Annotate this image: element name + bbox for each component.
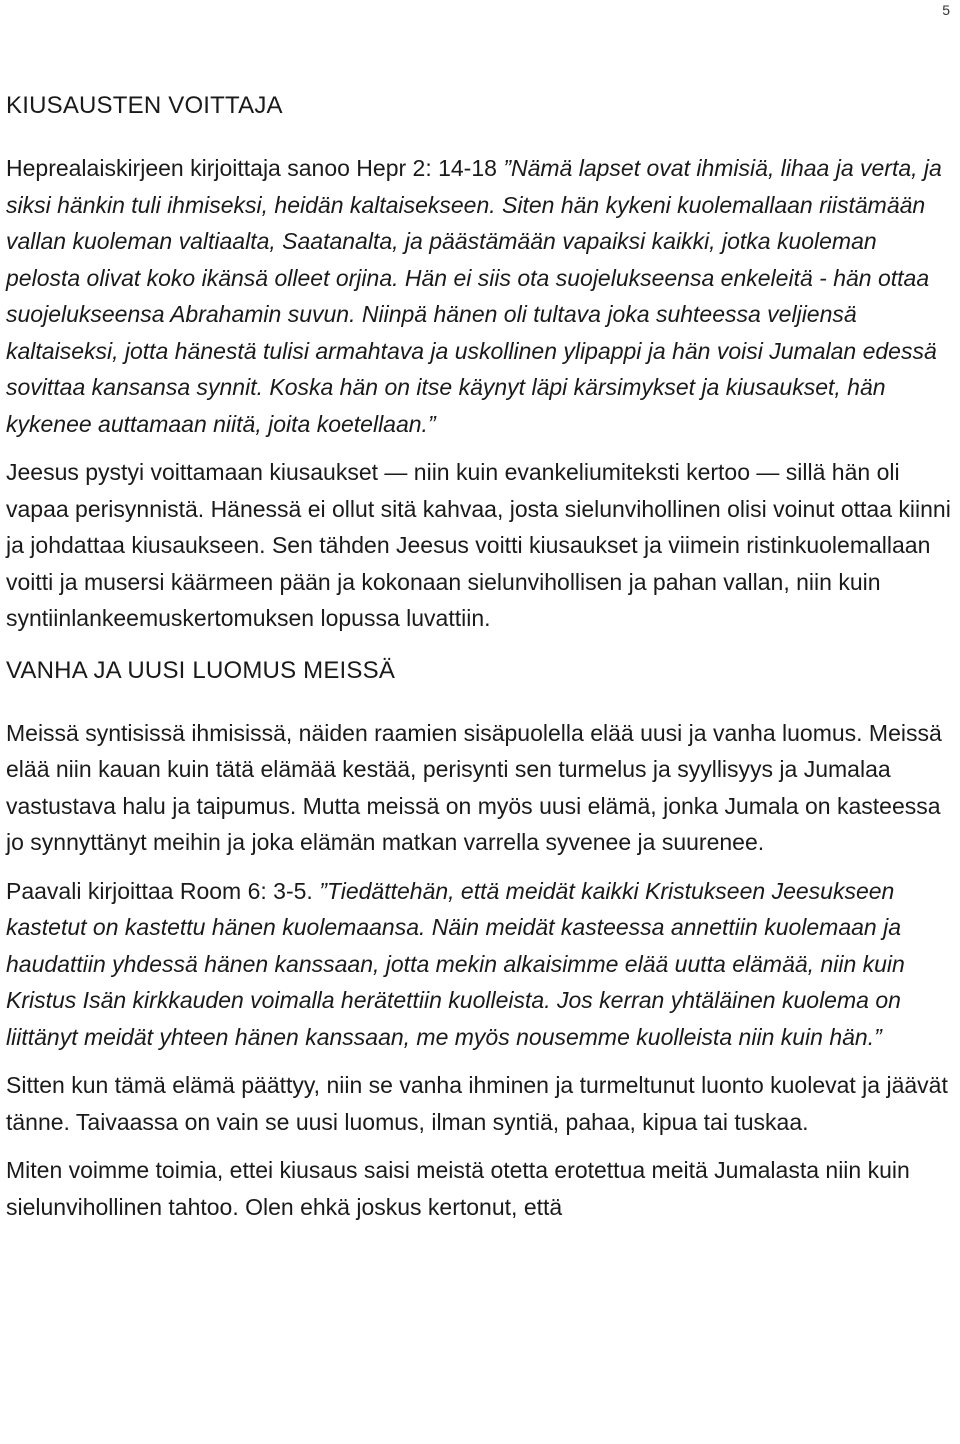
quote-close-mark: ” xyxy=(874,1023,882,1050)
section-heading-kiusausten-voittaja: KIUSAUSTEN VOITTAJA xyxy=(6,92,283,119)
paragraph-jeesus-voitti: Jeesus pystyi voittamaan kiusaukset — niin kuin evankeliumiteksti kertoo — sillä hän oli vapaa perisynnistä. Hänessä ei ollut sitä kahvaa, josta sielunvihollinen olisi voinut ottaa kiinni ja johdattaa kiusaukseen. Sen tähden Jeesus voitti kiusaukset ja viimein ristinkuolemallaan voitti ja musersi käärmeen pään ja kokonaan sielunvihollisen ja pahan vallan, niin kuin syntiinlankeemuskertomuksen lopussa luvattiin. xyxy=(6,459,951,631)
bible-quote: Nämä lapset ovat ihmisiä, lihaa ja verta, ja siksi hänkin tuli ihmiseksi, heidän kaltaisekseen. Siten hän kykeni kuolemallaan riistämään vallan kuoleman valtiaalta, Saatanalta, ja päästämään vapaiksi kaikki, jotka kuoleman pelosta olivat koko ikänsä olleet orjina. Hän ei siis ota suojelukseensa enkeleitä - hän ottaa suojelukseensa Abrahamin suvun. Niinpä hänen oli tultava joka suhteessa veljiensä kaltaiseksi, jotta hänestä tulisi armahtava ja uskollinen ylipappi ja hän voisi Jumalan edessä sovittaa kansansa synnit. Koska hän on itse käynyt läpi kärsimykset ja kiusaukset, hän kykenee auttamaan niitä, joita koetellaan. xyxy=(6,155,942,437)
paragraph-lead: Heprealaiskirjeen kirjoittaja sanoo Hepr 2: 14-18 xyxy=(6,155,504,181)
bible-quote: Tiedättehän, että meidät kaikki Kristukseen Jeesukseen kastetut on kastettu hänen kuolemaansa. Näin meidät kasteessa annettiin kuolemaan ja haudattiin yhdessä hänen kanssaan, jotta mekin alkaisimme elää uutta elämää, niin kuin Kristus Isän kirkkauden voimalla herätettiin kuolleista. Jos kerran yhtäläinen kuolema on liittänyt meidät yhteen hänen kanssaan, me myös nousemme kuolleista niin kuin hän. xyxy=(6,877,905,1050)
paragraph-miten-voimme: Miten voimme toimia, ettei kiusaus saisi meistä otetta erotettua meitä Jumalasta niin kuin sielunvihollinen tahtoo. Olen ehkä joskus kertonut, että xyxy=(6,1157,910,1220)
page-number: 5 xyxy=(942,2,950,18)
section-heading-vanha-ja-uusi: VANHA JA UUSI LUOMUS MEISSÄ xyxy=(6,656,396,684)
quote-open-mark: ” xyxy=(503,155,511,181)
paragraph-uusi-ja-vanha-luomus: Meissä syntisissä ihmisissä, näiden raamien sisäpuolella elää uusi ja vanha luomus. Meissä elää niin kauan kuin tätä elämää kestää, perisynti sen turmelus ja syyllisyys ja Jumalaa vastustava halu ja taipumus. Mutta meissä on myös uusi elämä, jonka Jumala on kasteessa jo synnyttänyt meihin ja joka elämän matkan varrella syvenee ja suurenee. xyxy=(6,719,942,855)
paragraph-lead: Paavali kirjoittaa Room 6: 3-5. xyxy=(6,877,320,904)
quote-open-mark: ” xyxy=(319,877,327,904)
quote-close-mark: ” xyxy=(427,410,436,437)
paragraph-hepr-quote xyxy=(6,150,952,442)
document-body xyxy=(6,88,952,1237)
paragraph-room-quote xyxy=(6,873,952,1056)
paragraph-elama-paattyy: Sitten kun tämä elämä päättyy, niin se vanha ihminen ja turmeltunut luonto kuolevat ja jäävät tänne. Taivaassa on vain se uusi luomus, ilman syntiä, pahaa, kipua tai tuskaa. xyxy=(6,1072,948,1135)
